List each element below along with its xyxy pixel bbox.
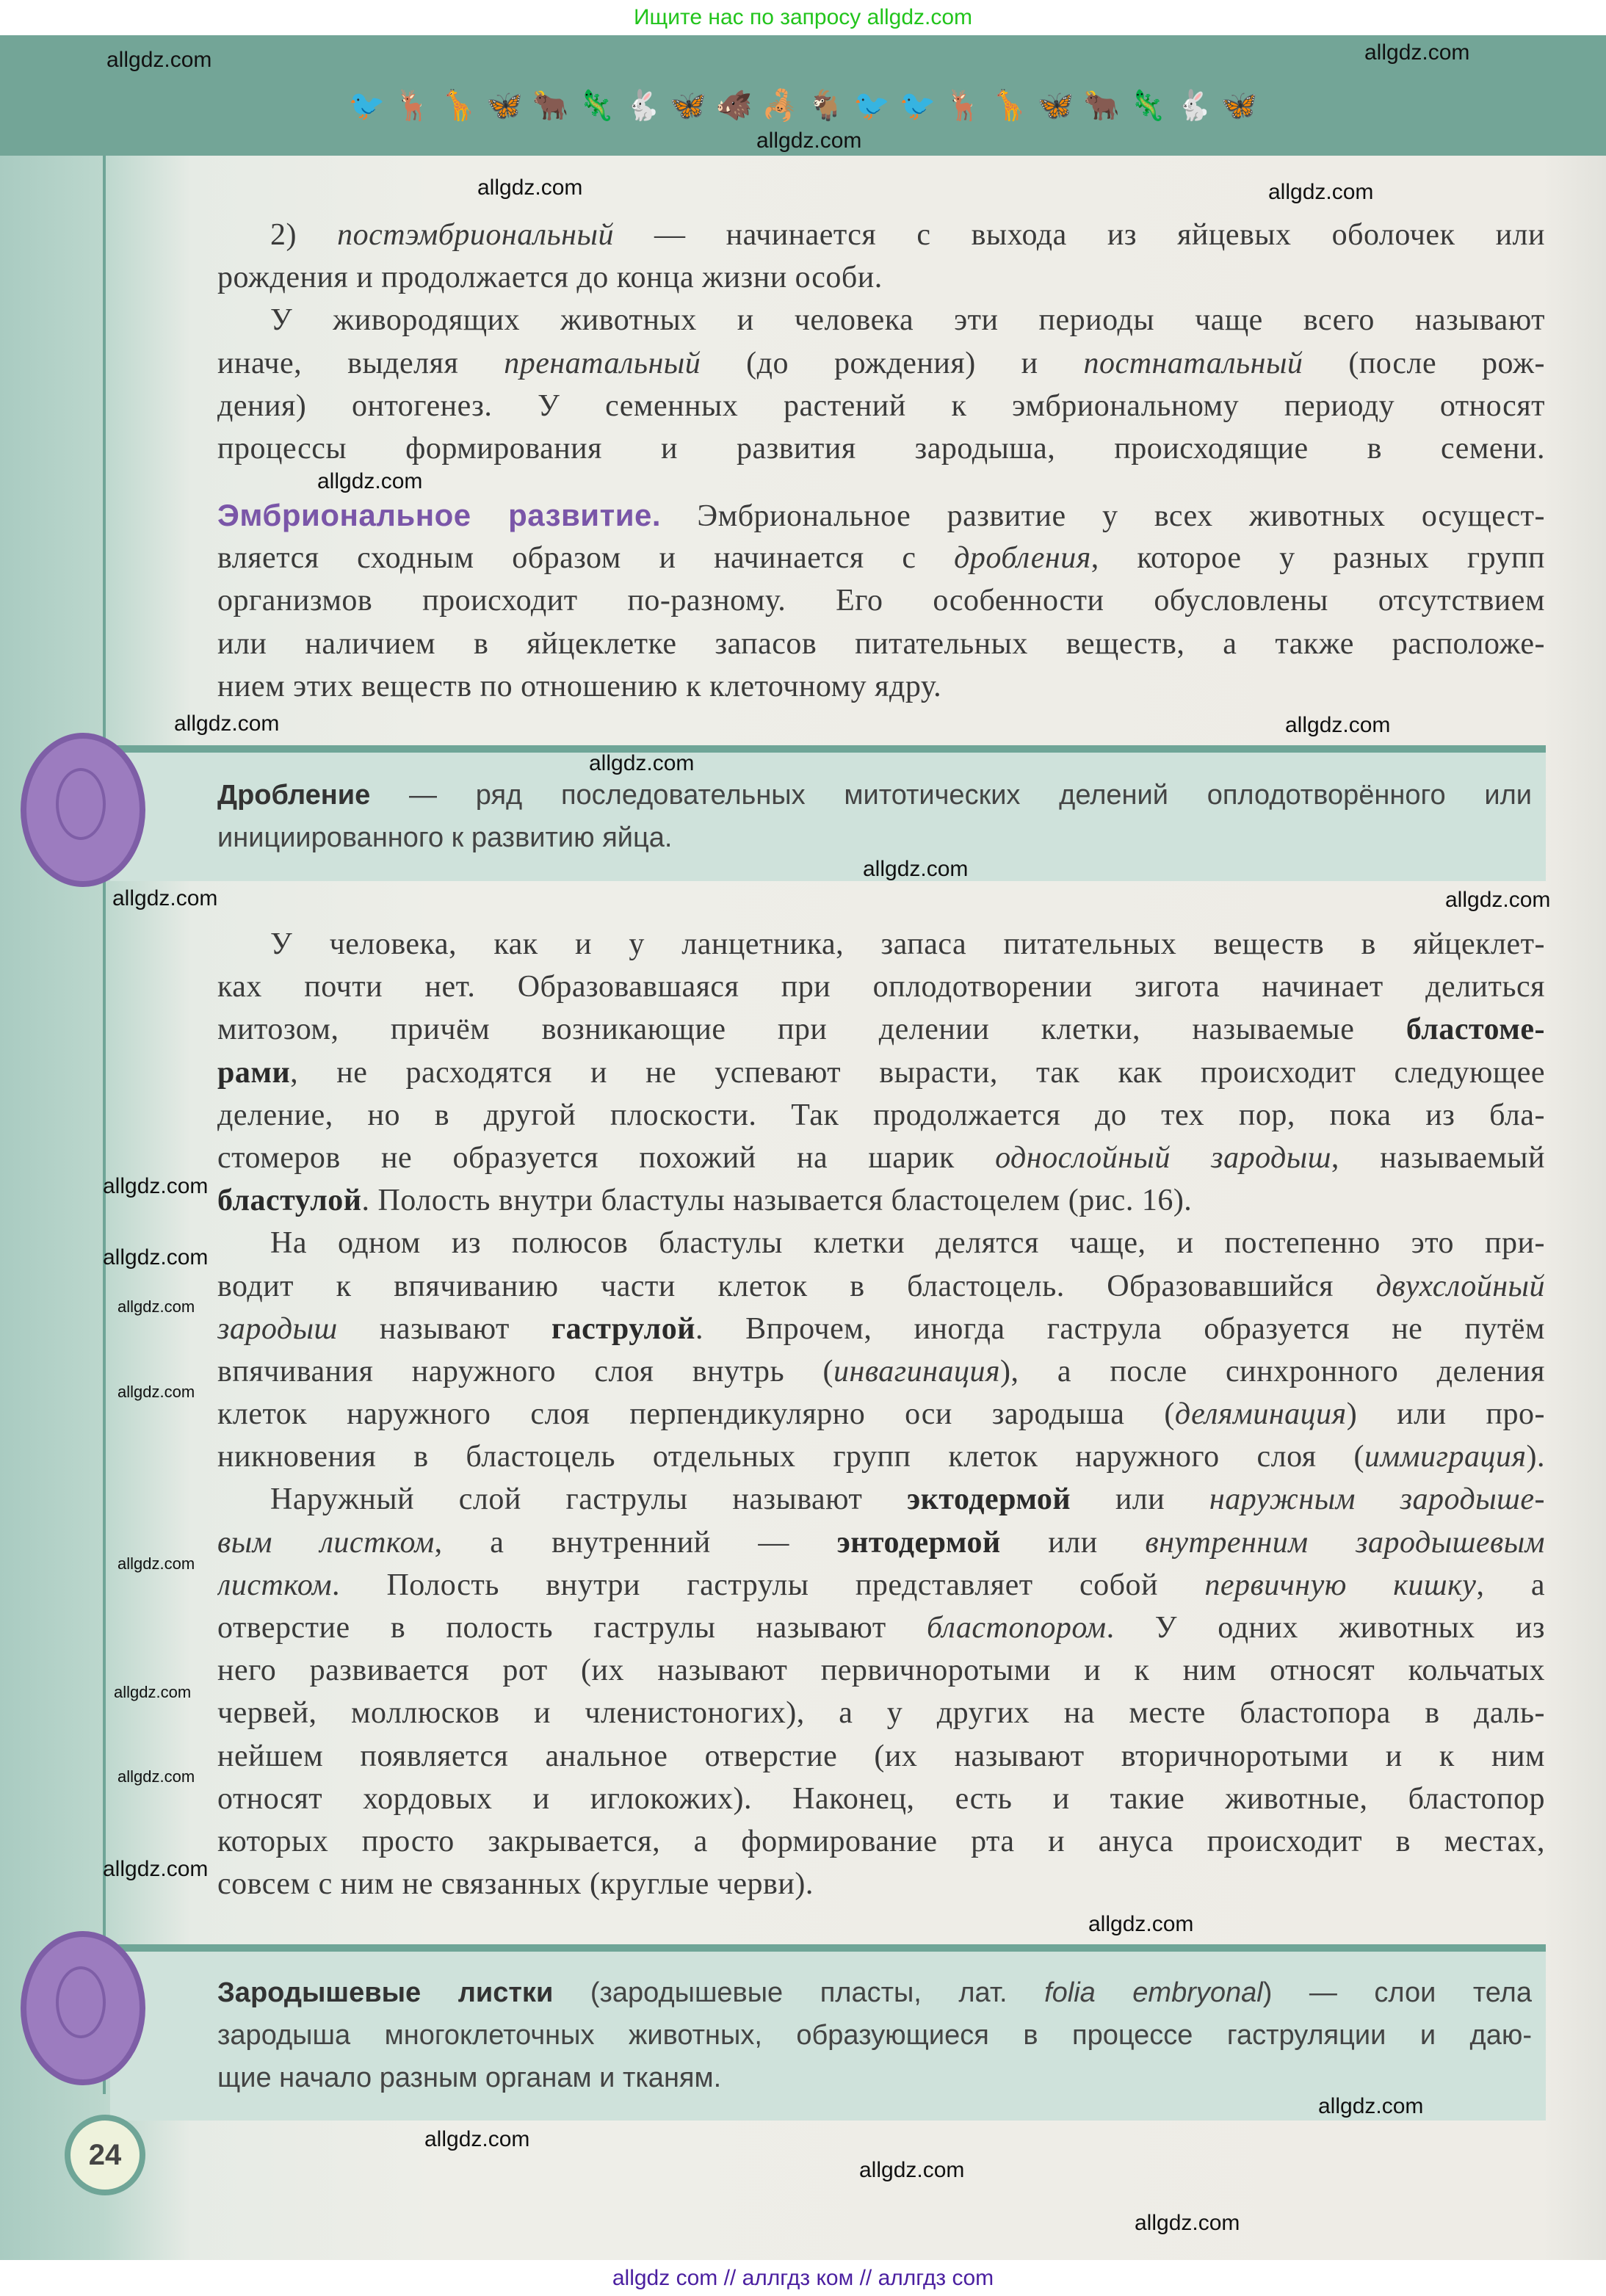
text-segment: (зародышевые пласты, лат. — [553, 1977, 1045, 2008]
text-segment: ках почти нет. Образовавшаяся при оплодотворении зигота начинает делиться — [217, 970, 1545, 1004]
text-segment: , не расходятся и не успевают вырасти, так как происходит следующее — [290, 1055, 1545, 1090]
footer-watermark: allgdz com // аллгдз ком // аллгдз com — [0, 2260, 1606, 2296]
margin-divider — [103, 156, 106, 2094]
text-block-cleavage-gastrulation — [217, 923, 1545, 1905]
text-line — [217, 1692, 1545, 1734]
text-segment: ). — [1526, 1440, 1545, 1474]
italic-term: постэмбриональный — [337, 218, 614, 252]
text-line — [217, 1308, 1545, 1350]
text-line — [217, 256, 1545, 299]
text-segment: совсем с ним не связанных (круглые черви). — [217, 1867, 814, 1902]
text-segment: клеток наружного слоя перпендикулярно оси зародыша ( — [217, 1397, 1175, 1432]
bold-term: энтодермой — [836, 1525, 1001, 1560]
text-segment: ) или про- — [1346, 1397, 1545, 1432]
text-segment: ) — слои тела — [1262, 1977, 1532, 2008]
search-hint-banner: Ищите нас по запросу allgdz.com — [633, 5, 973, 29]
definition-cleavage-text — [217, 775, 1532, 861]
text-line — [217, 1564, 1545, 1607]
text-block-postembryonic — [217, 214, 1545, 470]
watermark: allgdz.com — [117, 1767, 195, 1786]
text-line — [217, 1222, 1545, 1264]
text-line — [217, 537, 1545, 579]
watermark: allgdz.com — [1135, 2211, 1240, 2235]
text-line — [217, 1393, 1545, 1435]
watermark: allgdz.com — [1318, 2094, 1424, 2118]
text-segment: зародыша многоклеточных животных, образующиеся в процессе гаструляции и даю- — [217, 2020, 1532, 2051]
watermark: allgdz.com — [859, 2158, 965, 2182]
text-line — [217, 1094, 1545, 1137]
text-segment: или — [1071, 1482, 1209, 1517]
text-line — [217, 923, 1545, 966]
italic-term: однослойный зародыш — [995, 1140, 1331, 1175]
spiral-shell-icon — [21, 1931, 145, 2085]
text-segment: нием этих веществ по отношению к клеточному ядру. — [217, 669, 942, 703]
italic-term: двухслойный — [1375, 1269, 1545, 1303]
text-segment: или наличием в яйцеклетке запасов питательных веществ, а также расположе- — [217, 626, 1545, 661]
page-number: 24 — [65, 2115, 145, 2195]
text-segment: Наружный слой гаструлы называют — [270, 1482, 908, 1517]
watermark: allgdz.com — [1445, 888, 1551, 912]
text-segment: деление, но в другой плоскости. Так продолжается до тех пор, пока из бла- — [217, 1098, 1545, 1132]
text-segment: У человека, как и у ланцетника, запаса питательных веществ в яйцеклет- — [270, 927, 1545, 961]
text-segment: — ряд последовательных митотических делений оплодотворённого или — [370, 780, 1532, 811]
text-segment: ), а после синхронного деления — [1000, 1354, 1545, 1388]
text-line — [217, 818, 1532, 861]
text-line — [217, 214, 1545, 256]
watermark: allgdz.com — [112, 886, 218, 910]
text-line — [217, 2016, 1532, 2058]
text-line — [217, 1051, 1545, 1094]
text-block-embryonic-development — [217, 494, 1545, 708]
definition-germ-layers-text — [217, 1973, 1532, 2101]
watermark: allgdz.com — [863, 857, 969, 881]
text-segment: или — [1000, 1525, 1146, 1560]
text-line — [217, 1973, 1532, 2016]
bold-term: бластулой — [217, 1184, 362, 1218]
watermark: allgdz.com — [756, 128, 862, 153]
text-segment: (после рож- — [1303, 346, 1545, 380]
text-segment: впячивания наружного слоя внутрь ( — [217, 1354, 833, 1388]
text-line — [217, 1649, 1545, 1692]
italic-term: постнатальный — [1083, 346, 1303, 380]
text-segment: процессы формирования и развития зародыша, происходящие в семени. — [217, 431, 1545, 466]
watermark: allgdz.com — [477, 175, 583, 200]
text-segment: митозом, причём возникающие при делении клетки, называемые — [217, 1013, 1406, 1047]
text-line — [217, 579, 1545, 622]
watermark: allgdz.com — [117, 1554, 195, 1573]
text-segment: нейшем появляется анальное отверстие (их называют вторичноротыми и к ним — [217, 1739, 1545, 1773]
watermark: allgdz.com — [1364, 40, 1470, 65]
watermark: allgdz.com — [103, 1857, 209, 1881]
section-heading: Эмбриональное развитие. — [217, 498, 662, 532]
text-line — [217, 1778, 1545, 1820]
text-segment: относят хордовых и иглокожих). Наконец, есть и такие животные, бластопор — [217, 1781, 1545, 1816]
text-line — [217, 1435, 1545, 1478]
animal-silhouettes-decoration: 🐦 🦌 🦒 🦋 🐂 🦎 🐇 🦋 🐗 🦂 🐐 🐦 🐦 🦌 🦒 🦋 🐂 🦎 🐇 🦋 — [348, 89, 1258, 123]
italic-term: folia embryonal — [1044, 1977, 1263, 2008]
text-segment: отверстие в полость гаструлы называют — [217, 1611, 927, 1645]
watermark: allgdz.com — [117, 1297, 195, 1316]
text-line — [217, 1863, 1545, 1905]
watermark: allgdz.com — [117, 1383, 195, 1401]
text-line — [217, 1478, 1545, 1521]
bold-term: Дробление — [217, 780, 371, 811]
bold-term: рами — [217, 1055, 291, 1090]
text-segment: щие начало разным органам и тканям. — [217, 2063, 722, 2094]
watermark: allgdz.com — [106, 48, 212, 72]
text-line — [217, 427, 1545, 470]
text-segment: 2) — [270, 218, 338, 252]
italic-term: иммиграция — [1364, 1440, 1527, 1474]
text-segment: На одном из полюсов бластулы клетки делятся чаще, и постепенно это при- — [270, 1226, 1545, 1261]
text-segment: вляется сходным образом и начинается с — [217, 541, 955, 576]
text-line — [217, 299, 1545, 341]
text-segment: дения) онтогенез. У семенных растений к эмбриональному периоду относят — [217, 388, 1545, 423]
watermark: allgdz.com — [1268, 180, 1374, 204]
text-line — [217, 775, 1532, 818]
text-segment: него развивается рот (их называют первичноротыми и к ним относят кольчатых — [217, 1654, 1545, 1688]
text-segment: — начинается с выхода из яйцевых оболочек или — [613, 218, 1545, 252]
text-line — [217, 966, 1545, 1008]
text-segment: иначе, выделяя — [217, 346, 504, 380]
text-line — [217, 385, 1545, 427]
text-segment: Эмбриональное развитие у всех животных осущест- — [661, 499, 1545, 533]
text-segment: инициированного к развитию яйца. — [217, 822, 673, 854]
text-segment: водит к впячиванию части клеток в бластоцель. Образовавшийся — [217, 1269, 1376, 1303]
text-segment: рождения и продолжается до конца жизни особи. — [217, 261, 883, 295]
watermark: allgdz.com — [1088, 1912, 1194, 1936]
text-segment: никновения в бластоцель отдельных групп клеток наружного слоя ( — [217, 1440, 1364, 1474]
text-segment: . Полость внутри гаструлы представляет собой — [332, 1568, 1205, 1602]
text-line — [217, 1350, 1545, 1393]
text-line — [217, 665, 1545, 708]
italic-term: внутренним зародышевым — [1145, 1525, 1545, 1560]
text-segment: стомеров не образуется похожий на шарик — [217, 1140, 996, 1175]
text-segment: . Впрочем, иногда гаструла образуется не путём — [695, 1311, 1545, 1346]
watermark: allgdz.com — [589, 751, 695, 775]
text-line — [217, 1008, 1545, 1051]
text-line — [217, 623, 1545, 665]
italic-term: зародыш — [217, 1311, 338, 1346]
text-segment: , которое у разных групп — [1090, 541, 1545, 576]
text-line — [217, 1265, 1545, 1308]
text-segment: которых просто закрывается, а формирование рта и ануса происходит в местах, — [217, 1824, 1545, 1858]
watermark: allgdz.com — [103, 1174, 209, 1198]
spiral-shell-icon — [21, 733, 145, 887]
watermark: allgdz.com — [103, 1245, 209, 1270]
text-segment: . Полость внутри бластулы называется бластоцелем (рис. 16). — [361, 1184, 1193, 1218]
bold-term: эктодермой — [907, 1482, 1071, 1517]
text-line — [217, 342, 1545, 385]
watermark: allgdz.com — [424, 2127, 530, 2151]
italic-term: бластопором — [926, 1611, 1107, 1645]
italic-term: первичную кишку — [1204, 1568, 1477, 1602]
text-line — [217, 1820, 1545, 1863]
italic-term: наружным зародыше- — [1209, 1482, 1545, 1517]
bold-term: бластоме- — [1406, 1013, 1545, 1047]
text-line — [217, 1137, 1545, 1179]
watermark: allgdz.com — [174, 711, 280, 736]
text-line — [217, 1521, 1545, 1564]
italic-term: пренатальный — [504, 346, 701, 380]
text-segment: организмов происходит по-разному. Его особенности обусловлены отсутствием — [217, 584, 1545, 618]
text-segment: . У одних животных из — [1106, 1611, 1545, 1645]
text-segment: , а — [1476, 1568, 1545, 1602]
text-line — [217, 494, 1545, 537]
bold-term: Зародышевые листки — [217, 1977, 554, 2008]
text-segment: называют — [337, 1311, 552, 1346]
text-segment: (до рождения) и — [701, 346, 1084, 380]
watermark: allgdz.com — [1285, 713, 1391, 737]
text-segment: , а внутренний — — [434, 1525, 837, 1560]
italic-term: деляминация — [1174, 1397, 1347, 1432]
text-segment: , называемый — [1331, 1140, 1545, 1175]
italic-term: вым листком — [217, 1525, 435, 1560]
italic-term: инвагинация — [833, 1354, 1001, 1388]
watermark: allgdz.com — [114, 1683, 192, 1701]
text-line — [217, 1607, 1545, 1649]
watermark: allgdz.com — [317, 469, 423, 493]
text-segment: червей, моллюсков и членистоногих), а у других на месте бластопора в даль- — [217, 1696, 1545, 1731]
italic-term: листком — [217, 1568, 333, 1602]
text-line — [217, 1735, 1545, 1778]
bold-term: гаструлой — [551, 1311, 695, 1346]
italic-term: дробления — [954, 541, 1091, 576]
text-line — [217, 1179, 1545, 1222]
text-segment: У живородящих животных и человека эти периоды чаще всего называют — [270, 303, 1545, 338]
